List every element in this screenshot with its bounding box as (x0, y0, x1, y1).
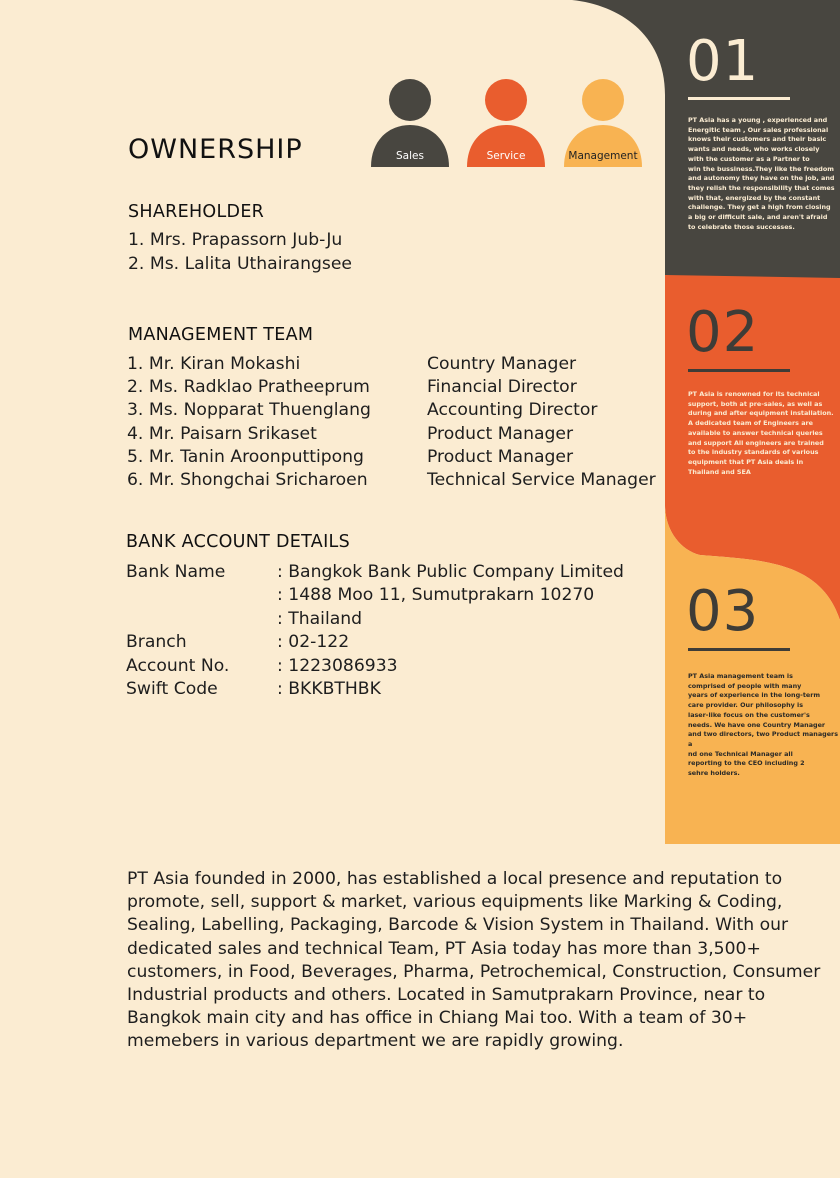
shareholder-item: 1. Mrs. Prapassorn Jub-Ju (128, 230, 343, 250)
bank-value: : Bangkok Bank Public Company Limited (277, 562, 624, 582)
panel-02-line: equipment that PT Asia deals in (688, 457, 804, 466)
panel-02-text (688, 390, 834, 477)
panel-02-rule (688, 369, 790, 372)
panel-03-line: care provider. Our philosophy is (688, 701, 804, 710)
person-label-service: Service (486, 150, 526, 162)
panel-01-line: they relish the responsibility that comes (688, 183, 835, 192)
panel-03-line: PT Asia management team is (688, 672, 793, 680)
manager-role: Technical Service Manager (427, 470, 656, 490)
panel-03-line: laser-like focus on the customer's (688, 710, 810, 719)
bank-heading: BANK ACCOUNT DETAILS (126, 532, 350, 552)
panel-03-line: and two directors, two Product managers a (688, 730, 839, 748)
panel-03-text (688, 672, 840, 779)
bank-value: : BKKBTHBK (277, 679, 381, 699)
panel-01-line: challenge. They get a high from closing (688, 203, 831, 212)
manager-name: 6. Mr. Shongchai Sricharoen (127, 470, 368, 490)
panel-01-line: and autonomy they have on the job, and (688, 174, 835, 183)
person-label-management: Management (568, 150, 638, 162)
panel-02-line: available to answer technical queries (688, 428, 823, 437)
management-heading: MANAGEMENT TEAM (128, 325, 314, 345)
panel-01-line: with the customer as a Partner to (688, 154, 810, 163)
manager-name: 2. Ms. Radklao Pratheeprum (127, 377, 370, 397)
manager-role: Financial Director (427, 377, 577, 397)
panel-03-number: 03 (686, 579, 760, 644)
manager-name: 4. Mr. Paisarn Srikaset (127, 424, 317, 444)
panel-03-line: needs. We have one Country Manager (688, 720, 826, 729)
panel-02-line: Thailand and SEA (688, 467, 751, 476)
panel-02-line: and support All engineers are trained (688, 438, 824, 447)
company-description: PT Asia founded in 2000, has established a local presence and reputation to promote, sell, support & market, various equipments like Marking & Coding, Sealing, Labelling, Packaging, Barcode & Vision System in Thailand. With our dedicated sales and technical Team, PT Asia today has more than 3,500+ customers, in Food, Beverages, Pharma, Petrochemical, Construction, Consumer Industrial products and others. Located in Samutprakarn Province, near to Bangkok main city and has office in Chiang Mai too. With a team of 30+ memebers in various department we are rapidly growing. (127, 869, 821, 1052)
panel-01-text (688, 116, 835, 232)
panel-01-line: PT Asia has a young , experienced and (688, 116, 828, 124)
bank-value: : 1223086933 (277, 656, 398, 676)
panel-03-rule (688, 648, 790, 651)
panel-03-line: reporting to the CEO including 2 (688, 759, 805, 768)
panel-01-line: a big or difficult sale, and aren't afraid (688, 213, 828, 222)
panel-01-line: wants and needs, who works closely (688, 145, 820, 154)
manager-name: 3. Ms. Nopparat Thuenglang (127, 400, 371, 420)
panel-01-number: 01 (686, 29, 760, 94)
panel-01-line: knows their customers and their basic (688, 135, 827, 144)
panel-03-line: years of experience in the long-term (688, 691, 821, 700)
bank-label: Bank Name (126, 562, 226, 582)
panel-01-rule (688, 97, 790, 100)
bank-label: Swift Code (126, 679, 218, 699)
panel-01-line: with that, energized by the constant (688, 193, 821, 202)
bank-value: : 02-122 (277, 632, 350, 652)
manager-name: 1. Mr. Kiran Mokashi (127, 354, 301, 374)
manager-role: Product Manager (427, 447, 574, 467)
person-label-sales: Sales (396, 150, 424, 162)
bank-value: : 1488 Moo 11, Sumutprakarn 10270 (277, 585, 595, 605)
shareholder-item: 2. Ms. Lalita Uthairangsee (128, 254, 352, 274)
bank-label: Account No. (126, 656, 230, 676)
panel-02-line: support, both at pre-sales, as well as (688, 399, 823, 408)
panel-02-line: A dedicated team of Engineers are (688, 419, 813, 428)
panel-03-line: comprised of people with many (688, 681, 802, 690)
manager-name: 5. Mr. Tanin Aroonputtipong (127, 447, 364, 467)
bank-value: : Thailand (277, 609, 363, 629)
panel-02-line: to the industry standards of various (688, 448, 819, 457)
manager-role: Product Manager (427, 424, 574, 444)
page-title: OWNERSHIP (128, 134, 303, 165)
panel-03-line: sehre holders. (688, 769, 740, 778)
manager-role: Accounting Director (427, 400, 598, 420)
panel-02-line: PT Asia is renowned for its technical (688, 390, 820, 398)
panel-01-line: Energitic team , Our sales professional (688, 125, 829, 134)
panel-02-line: during and after equipment installation. (688, 409, 834, 418)
bank-label: Branch (126, 632, 187, 652)
panel-03-line: nd one Technical Manager all (688, 749, 793, 758)
panel-01-line: win the bussiness.They like the freedom (688, 164, 834, 173)
panel-01-line: to celebrate those successes. (688, 222, 795, 231)
manager-role: Country Manager (427, 354, 577, 374)
panel-02-number: 02 (686, 300, 760, 365)
shareholder-heading: SHAREHOLDER (128, 202, 265, 222)
